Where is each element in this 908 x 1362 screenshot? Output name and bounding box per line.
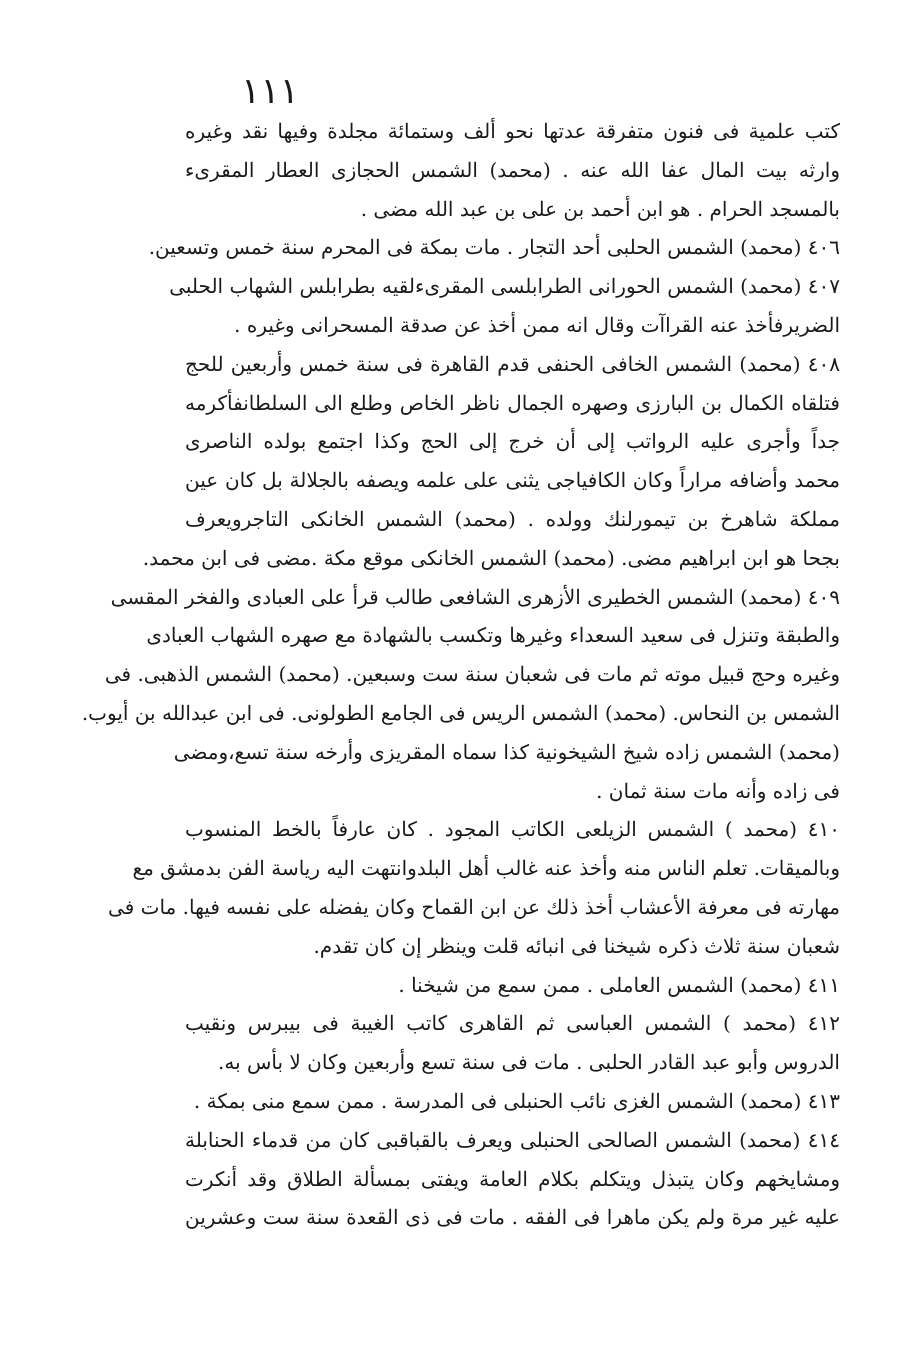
text-line: ٤٠٦ (محمد) الشمس الحلبى أحد التجار . مات بمكة فى المحرم سنة خمس وتسعين. [148,235,840,260]
text-line: (محمد) الشمس زاده شيخ الشيخونية كذا سماه المقريزى وأرخه سنة تسع،ومضى [173,739,840,764]
page-number: ١١١ [240,71,299,112]
text-line: ٤١٠ (محمد ) الشمس الزيلعى الكاتب المجود . كان عارفاً بالخط المنسوب [185,817,840,842]
text-line: بجحا هو ابن ابراهيم مضى. (محمد) الشمس الخانكى موقع مكة .مضى فى ابن محمد. [142,545,840,570]
text-line: ٤١٤ (محمد) الشمس الصالحى الحنبلى ويعرف بالقباقبى كان من قدماء الحنابلة [185,1127,840,1152]
text-line: الدروس وأبو عبد القادر الحلبى . مات فى سنة تسع وأربعين وكان لا بأس به. [217,1050,840,1075]
text-line: فتلقاه الكمال بن البارزى وصهره الجمال ناظر الخاص وطلع الى السلطانفأكرمه [185,390,840,415]
text-line: مملكة شاهرخ بن تيمورلنك وولده . (محمد) الشمس الخانكى التاجرويعرف [185,506,840,531]
text-line: والطبقة وتنزل فى سعيد السعداء وغيرها وتكسب بالشهادة مع صهره الشهاب العبادى [146,623,840,648]
text-line: فى زاده وأنه مات سنة ثمان . [596,778,840,803]
text-line: كتب علمية فى فنون متفرقة عدتها نحو ألف وستمائة مجلدة وفيها نقد وغيره [185,119,840,143]
body-text [81,112,840,1237]
text-line: ٤٠٨ (محمد) الشمس الخافى الحنفى قدم القاهرة فى سنة خمس وأربعين للحج [185,351,840,376]
text-line: ٤٠٧ (محمد) الشمس الحورانى الطرابلسى المقرىءلقيه بطرابلس الشهاب الحلبى [169,274,840,299]
text-line: الضريرفأخذ عنه القراآت وقال انه ممن أخذ عن صدقة المسحرانى وغيره . [234,312,840,337]
text-line: وبالميقات. تعلم الناس منه وأخذ عنه غالب أهل البلدوانتهت اليه رياسة الفن بدمشق مع [132,856,840,881]
text-line: ومشايخهم وكان يتبذل ويتكلم بكلام العامة ويفتى بمسألة الطلاق وقد أنكرت [185,1166,840,1191]
text-line: وارثه بيت المال عفا الله عنه . (محمد) الشمس الحجازى العطار المقرىء [185,157,840,182]
text-line: ٤١٢ (محمد ) الشمس العباسى ثم القاهرى كاتب الغيبة فى بيبرس ونقيب [185,1011,840,1036]
text-line: ٤٠٩ (محمد) الشمس الخطيرى الأزهرى الشافعى طالب قرأ على العبادى والفخر المقسى [110,584,840,609]
text-line: الشمس بن النحاس. (محمد) الشمس الريس فى الجامع الطولونى. فى ابن عبدالله بن أيوب. [81,700,840,725]
text-line: ٤١٣ (محمد) الشمس الغزى نائب الحنبلى فى المدرسة . ممن سمع منى بمكة . [193,1088,840,1113]
text-line: ٤١١ (محمد) الشمس العاملى . ممن سمع من شيخنا . [398,972,840,997]
text-line: محمد وأضافه مراراً وكان الكافياجى يثنى على علمه ويصفه بالجلالة بل كان عين [185,468,840,493]
text-line: وغيره وحج قبيل موته ثم مات فى شعبان سنة ست وسبعين. (محمد) الشمس الذهبى. فى [104,662,840,687]
text-line: جداً وأجرى عليه الرواتب إلى أن خرج إلى الحج وكذا اجتمع بولده الناصرى [185,429,840,454]
text-line: مهارته فى معرفة الأعشاب أخذ ذلك عن ابن القماح وكان يفضله على نفسه فيها. مات فى [108,894,840,919]
text-line: شعبان سنة ثلاث ذكره شيخنا فى انبائه قلت وينظر إن كان تقدم. [313,933,840,958]
text-line: عليه غير مرة ولم يكن ماهرا فى الفقه . مات فى ذى القعدة سنة ست وعشرين [185,1205,840,1230]
text-line: بالمسجد الحرام . هو ابن أحمد بن على بن عبد الله مضى . [360,196,840,221]
